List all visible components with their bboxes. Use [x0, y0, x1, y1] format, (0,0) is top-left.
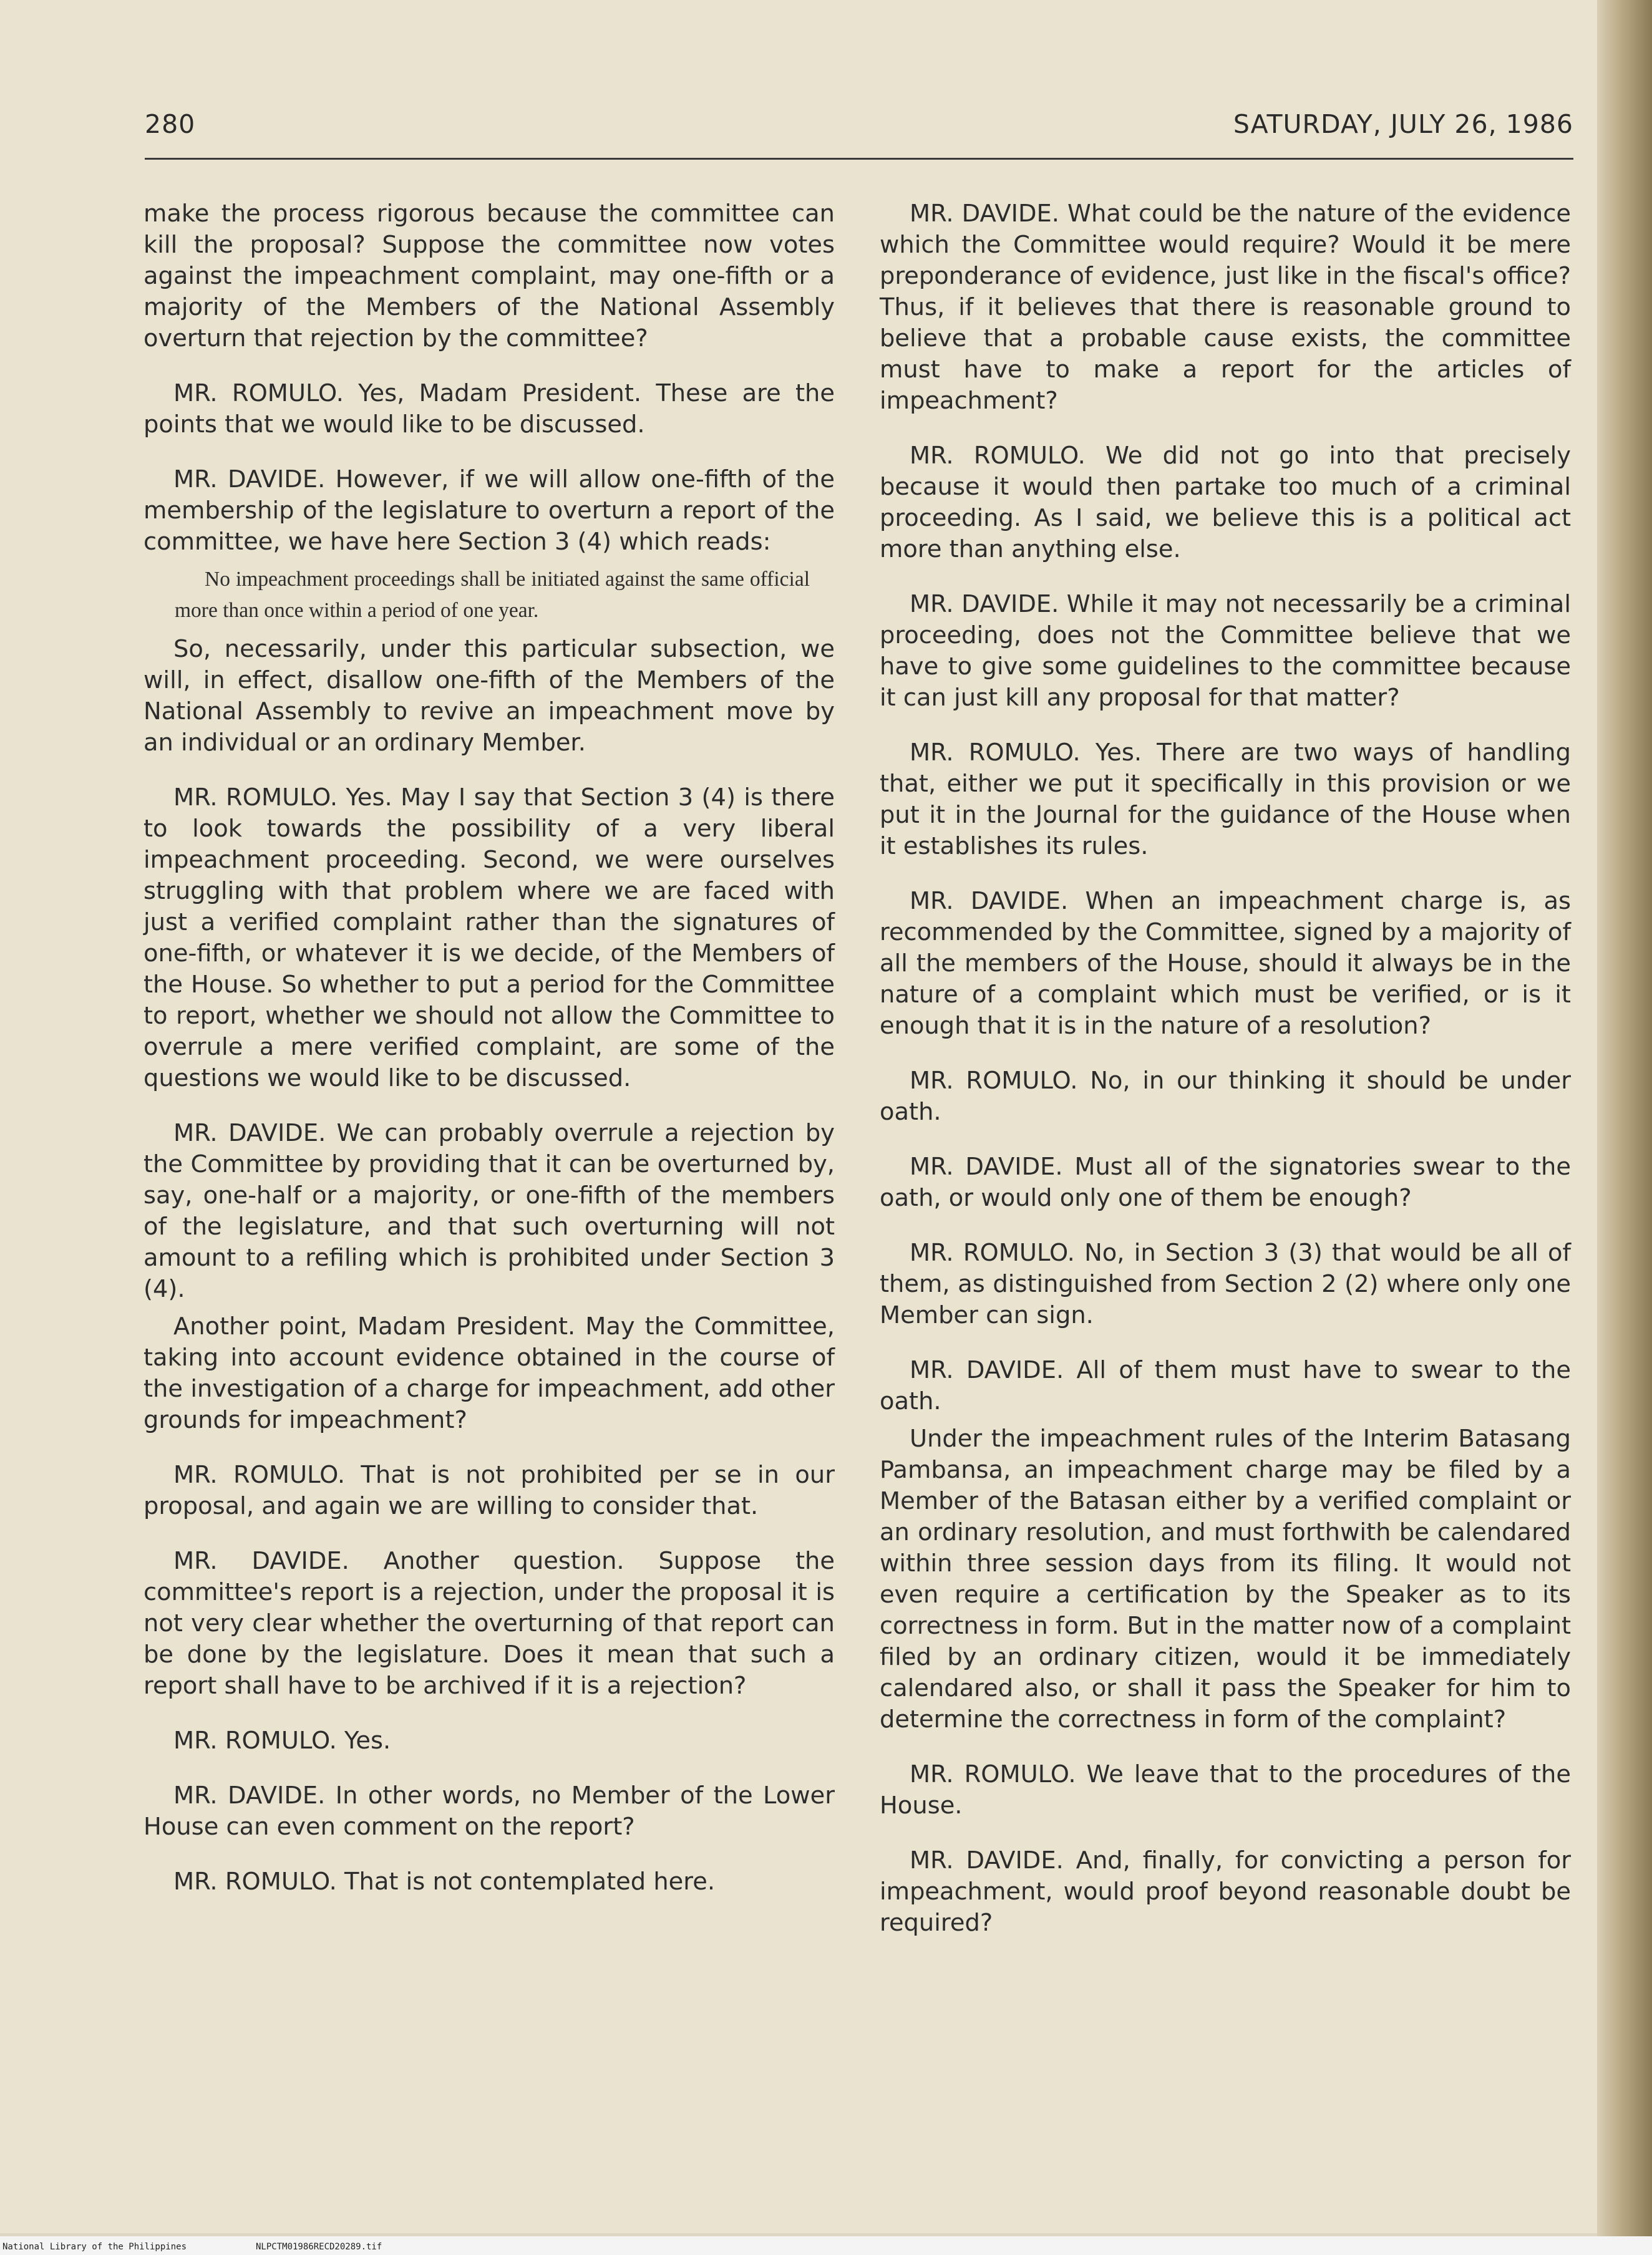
- page-header: [145, 109, 1573, 153]
- paragraph: MR. DAVIDE. When an impeachment charge is, as recommended by the Committee, signed by a majority of all the members of the House, should it always be in the nature of a complaint which must be verified, or is it enough that it is in the nature of a resolution?: [880, 887, 1571, 1040]
- paragraph: MR. DAVIDE. Must all of the signatories swear to the oath, or would only one of them be enough?: [880, 1153, 1571, 1212]
- paragraph: make the process rigorous because the committee can kill the proposal? Suppose the committee now votes against the impeachment complaint, may one-fifth or a majority of the Members of the National Assembly overturn that rejection by the committee?: [143, 200, 835, 352]
- paragraph: MR. ROMULO. Yes, Madam President. These are the points that we would like to be discussed.: [143, 379, 835, 439]
- paragraph: MR. ROMULO. That is not contemplated here.: [173, 1868, 716, 1896]
- page-date: SATURDAY, JULY 26, 1986: [1233, 109, 1573, 139]
- paragraph: MR. DAVIDE. All of them must have to swear to the oath.: [880, 1356, 1571, 1415]
- paragraph: MR. ROMULO. That is not prohibited per se in our proposal, and again we are willing to consider that.: [143, 1461, 835, 1520]
- right-column: [880, 198, 1571, 1962]
- quoted-provision-text: No impeachment proceedings shall be initiated against the same official more than once within a period of one year.: [175, 568, 810, 622]
- paragraph: MR. DAVIDE. What could be the nature of the evidence which the Committee would require? Would it be mere preponderance of evidence, just like in the fiscal's office? Thus, if it believes that there is reasonable ground to believe that a probable cause exists, the committee must have to make a report for the articles of impeachment?: [880, 200, 1571, 415]
- paragraph: So, necessarily, under this particular subsection, we will, in effect, disallow one-fifth of the Members of the National Assembly to revive an impeachment move by an individual or an ordinary Member.: [143, 635, 835, 757]
- paragraph: MR. ROMULO. No, in our thinking it should be under oath.: [880, 1067, 1571, 1126]
- archive-label: National Library of the Philippines: [2, 2242, 187, 2252]
- paragraph: MR. DAVIDE. While it may not necessarily be a criminal proceeding, does not the Committee believe that we have to give some guidelines to the committee because it can just kill any proposal for that matter?: [880, 590, 1571, 712]
- paragraph: MR. DAVIDE. We can probably overrule a rejection by the Committee by providing that it can be overturned by, say, one-half or a majority, or one-fifth of the members of the legislature, and that such overturning will not amount to a refiling which is prohibited under Section 3 (4).: [143, 1119, 835, 1303]
- paragraph: MR. ROMULO. Yes. There are two ways of handling that, either we put it specifically in this provision or we put it in the Journal for the guidance of the House when it establishes its rules.: [880, 739, 1571, 860]
- page-edge-shadow: [1597, 0, 1652, 2236]
- header-rule: [145, 158, 1573, 160]
- left-column: [143, 198, 835, 1921]
- scan-footer: [0, 2236, 1652, 2255]
- paragraph: MR. DAVIDE. And, finally, for convicting a person for impeachment, would proof beyond reasonable doubt be required?: [880, 1846, 1571, 1937]
- paragraph: MR. DAVIDE. However, if we will allow one-fifth of the membership of the legislature to overturn a report of the committee, we have here Section 3 (4) which reads:: [143, 465, 835, 556]
- paragraph: MR. DAVIDE. Another question. Suppose the committee's report is a rejection, under the proposal it is not very clear whether the overturning of that report can be done by the legislature. Does it mean that such a report shall have to be archived if it is a rejection?: [143, 1547, 835, 1700]
- page-number: 280: [145, 109, 196, 139]
- paragraph: Under the impeachment rules of the Interim Batasang Pambansa, an impeachment charge may be filed by a Member of the Batasan either by a verified complaint or an ordinary resolution, and must forthwith be calendared within three session days from its filing. It would not even require a certification by the Speaker as to its correctness in form. But in the matter now of a complaint filed by an ordinary citizen, would it be immediately calendared also, or shall it pass the Speaker for him to determine the correctness in form of the complaint?: [880, 1425, 1571, 1734]
- paragraph: MR. ROMULO. Yes.: [173, 1727, 391, 1755]
- file-name: NLPCTM01986RECD20289.tif: [256, 2242, 382, 2252]
- paragraph: MR. ROMULO. We did not go into that precisely because it would then partake too much of a criminal proceeding. As I said, we believe this is a political act more than anything else.: [880, 442, 1571, 563]
- paragraph: MR. ROMULO. No, in Section 3 (3) that would be all of them, as distinguished from Section 2 (2) where only one Member can sign.: [880, 1239, 1571, 1329]
- paragraph: MR. ROMULO. We leave that to the procedures of the House.: [880, 1760, 1571, 1820]
- paragraph: MR. DAVIDE. In other words, no Member of the Lower House can even comment on the report?: [143, 1782, 835, 1841]
- quoted-provision: [143, 564, 835, 626]
- paragraph: MR. ROMULO. Yes. May I say that Section 3 (4) is there to look towards the possibility of a very liberal impeachment proceeding. Second, we were ourselves struggling with that problem where we are faced with just a verified complaint rather than the signatures of one-fifth, or whatever it is we decide, of the Members of the House. So whether to put a period for the Committee to report, whether we should not allow the Committee to overrule a mere verified complaint, are some of the questions we would like to be discussed.: [143, 783, 835, 1092]
- paragraph: Another point, Madam President. May the Committee, taking into account evidence obtained in the course of the investigation of a charge for impeachment, add other grounds for impeachment?: [143, 1312, 835, 1434]
